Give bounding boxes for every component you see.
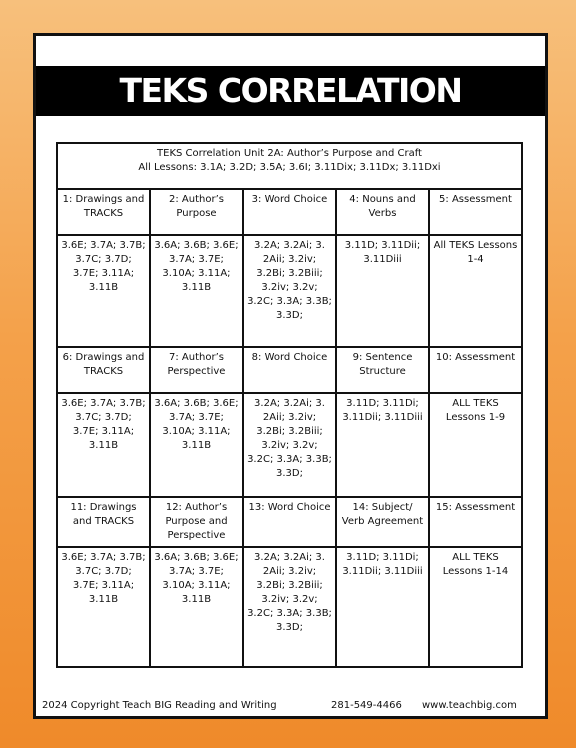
lesson-cell: 4: Nouns and Verbs [336,189,429,235]
standards-row [57,547,522,667]
lesson-cell: 8: Word Choice [243,347,336,393]
standards-cell: 3.2A; 3.2Ai; 3. 2Aii; 3.2iv; 3.2Bi; 3.2Biii; 3.2iv; 3.2v; 3.2C; 3.3A; 3.3B; 3.3D; [243,393,336,497]
table-header-cell [57,143,522,189]
website-link[interactable]: www.teachbig.com [422,700,517,711]
lesson-cell: 13: Word Choice [243,497,336,547]
lesson-cell: 2: Author’s Purpose [150,189,243,235]
standards-cell: 3.11D; 3.11Di; 3.11Dii; 3.11Diii [336,547,429,667]
all-lessons-standards: All Lessons: 3.1A; 3.2D; 3.5A; 3.6I; 3.11Dix; 3.11Dx; 3.11Dxi [138,162,441,173]
standards-cell: 3.6A; 3.6B; 3.6E; 3.7A; 3.7E; 3.10A; 3.11A; 3.11B [150,235,243,347]
standards-cell: 3.6E; 3.7A; 3.7B; 3.7C; 3.7D; 3.7E; 3.11A; 3.11B [57,235,150,347]
lesson-row [57,189,522,235]
standards-row [57,235,522,347]
standards-cell: 3.11D; 3.11Dii; 3.11Diii [336,235,429,347]
standards-cell: ALL TEKS Lessons 1-14 [429,547,522,667]
worksheet-page [33,33,548,719]
standards-cell: 3.6E; 3.7A; 3.7B; 3.7C; 3.7D; 3.7E; 3.11A; 3.11B [57,393,150,497]
standards-cell: 3.6A; 3.6B; 3.6E; 3.7A; 3.7E; 3.10A; 3.11A; 3.11B [150,547,243,667]
teks-table [56,142,523,668]
unit-title: TEKS Correlation Unit 2A: Author’s Purpose and Craft [157,148,422,159]
lesson-cell: 15: Assessment [429,497,522,547]
table-header-row [57,143,522,189]
copyright-text: 2024 Copyright Teach BIG Reading and Writing [42,700,277,711]
standards-row [57,393,522,497]
standards-cell: ALL TEKS Lessons 1-9 [429,393,522,497]
lesson-cell: 5: Assessment [429,189,522,235]
lesson-cell: 12: Author’s Purpose and Perspective [150,497,243,547]
standards-cell: 3.6E; 3.7A; 3.7B; 3.7C; 3.7D; 3.7E; 3.11A; 3.11B [57,547,150,667]
lesson-cell: 9: Sentence Structure [336,347,429,393]
lesson-cell: 6: Drawings and TRACKS [57,347,150,393]
standards-cell: 3.2A; 3.2Ai; 3. 2Aii; 3.2iv; 3.2Bi; 3.2Biii; 3.2iv; 3.2v; 3.2C; 3.3A; 3.3B; 3.3D; [243,235,336,347]
lesson-row [57,497,522,547]
lesson-cell: 11: Drawings and TRACKS [57,497,150,547]
standards-cell: All TEKS Lessons 1-4 [429,235,522,347]
lesson-cell: 7: Author’s Perspective [150,347,243,393]
lesson-cell: 10: Assessment [429,347,522,393]
lesson-cell: 14: Subject/ Verb Agreement [336,497,429,547]
standards-cell: 3.11D; 3.11Di; 3.11Dii; 3.11Diii [336,393,429,497]
standards-cell: 3.2A; 3.2Ai; 3. 2Aii; 3.2iv; 3.2Bi; 3.2Biii; 3.2iv; 3.2v; 3.2C; 3.3A; 3.3B; 3.3D; [243,547,336,667]
phone-number: 281-549-4466 [331,700,402,711]
lesson-cell: 1: Drawings and TRACKS [57,189,150,235]
lesson-row [57,347,522,393]
lesson-cell: 3: Word Choice [243,189,336,235]
standards-cell: 3.6A; 3.6B; 3.6E; 3.7A; 3.7E; 3.10A; 3.11A; 3.11B [150,393,243,497]
page-title: TEKS CORRELATION [36,66,545,116]
